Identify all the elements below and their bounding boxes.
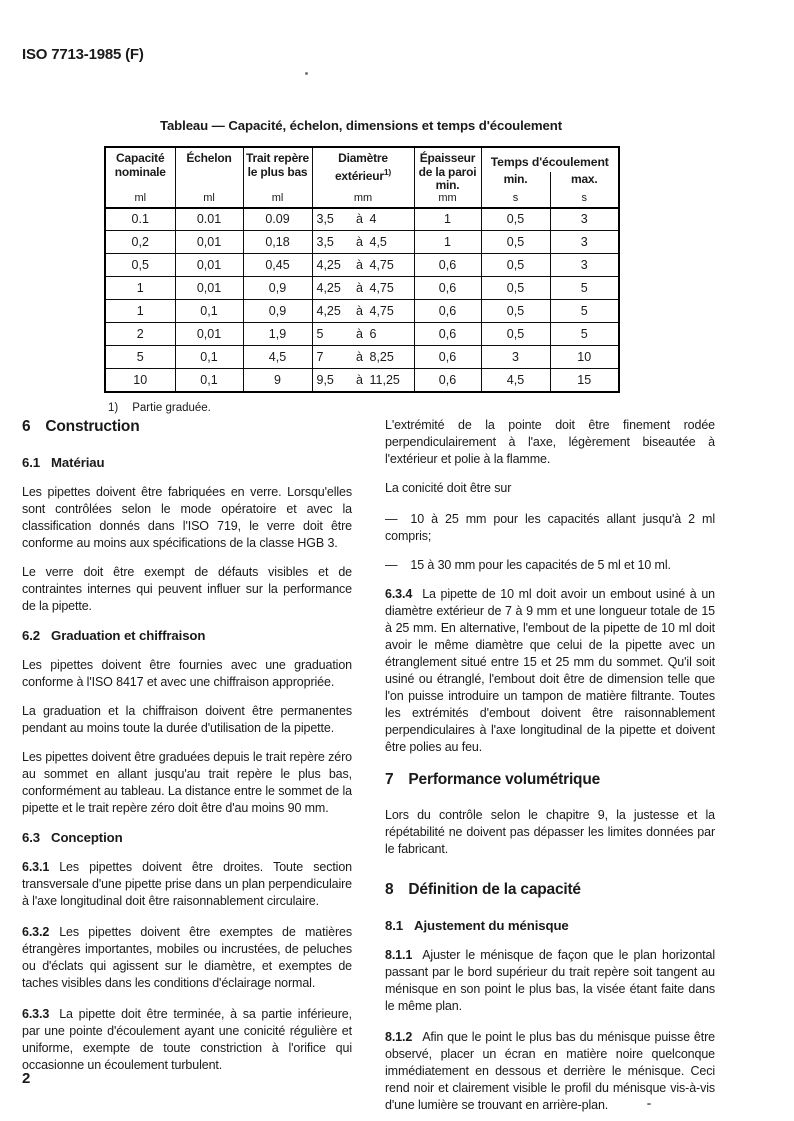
table-cell: 2	[105, 323, 175, 346]
column-unit: s	[581, 191, 587, 204]
paragraph: La graduation et la chiffraison doivent être permanentes pendant au moins toute la durée d'utilisation de la pipette.	[22, 704, 352, 735]
left-column	[22, 417, 352, 1121]
range-word: à	[356, 304, 363, 318]
dash-item: — 15 à 30 mm pour les capacités de 5 ml et 10 ml.	[385, 558, 671, 572]
table-cell: 0,1	[175, 346, 243, 369]
clause-6-3-1: 6.3.1 Les pipettes doivent être droites. Toute section transversale d'une pipette prise dans un plan perpendiculaire à l'axe longitudinal doit être raisonnablement circulaire.	[22, 860, 353, 908]
table-cell: 0,5	[105, 254, 175, 277]
table-cell: 3	[550, 208, 619, 231]
table-cell: 0,9	[243, 277, 312, 300]
paragraph: Les pipettes doivent être fabriquées en verre. Lorsqu'elles sont contrôlées selon le mode opératoire et avec la classification donnés dans l'ISO 719, le verre doit être conforme au moins aux spécifications de la classe HGB 3.	[22, 485, 352, 550]
range-to: 4,75	[369, 258, 394, 272]
section-heading-8: 8 Définition de la capacité	[385, 881, 581, 898]
column-unit: ml	[203, 191, 215, 204]
column-header	[105, 147, 175, 208]
range-from: 9,5	[316, 372, 334, 387]
column-header	[243, 147, 312, 208]
table-cell: 3	[481, 346, 550, 369]
footnote-marker: 1)	[108, 401, 119, 414]
table-row	[105, 254, 619, 277]
dash-icon: —	[385, 558, 398, 572]
table-cell	[312, 231, 414, 254]
table-row	[105, 323, 619, 346]
table-cell: 0,45	[243, 254, 312, 277]
column-unit: mm	[438, 191, 457, 204]
footnote-text: Partie graduée.	[132, 401, 211, 414]
range-word: à	[356, 281, 363, 295]
table-cell	[312, 277, 414, 300]
column-subheader	[481, 172, 550, 207]
range-to: 11,25	[369, 372, 400, 387]
table-cell: 3	[550, 254, 619, 277]
column-header-content	[313, 148, 414, 207]
table-cell: 15	[550, 369, 619, 392]
table-cell: 4,5	[243, 346, 312, 369]
page-number: 2	[22, 1070, 31, 1087]
clause-8-1-1: 8.1.1 Ajuster le ménisque de façon que le plan horizontal passant par le bord supérieur du trait repère soit tangent au ménisque en son point le plus bas, la visée étant faite dans le même plan.	[385, 948, 715, 1013]
table-cell: 1	[105, 300, 175, 323]
range-from: 3,5	[316, 212, 334, 227]
table-cell: 0,5	[481, 254, 550, 277]
table-cell: 0.1	[105, 208, 175, 231]
column-group-header: Temps d'écoulement	[481, 147, 619, 172]
paragraph: Les pipettes doivent être graduées depuis le trait repère zéro au sommet en allant jusqu'au trait repère le plus bas, conformément au tableau. La distance entre le sommet de la pipette et le trait repère zéro doit être d'au moins 90 mm.	[22, 750, 352, 815]
content-columns	[22, 417, 716, 1121]
column-subheader	[550, 172, 619, 207]
table-cell: 0,6	[414, 346, 481, 369]
column-name: max.	[570, 172, 598, 187]
column-name: Échelon	[186, 151, 232, 165]
column-header	[175, 147, 243, 208]
paragraph: Le verre doit être exempt de défauts visibles et de contraintes internes qui peuvent influer sur la performance de la pipette.	[22, 565, 352, 613]
clause-8-1-2: 8.1.2 Afin que le point le plus bas du ménisque puisse être observé, placer un écran en matière noire quelconque immédiatement en dessous et derrière le ménisque. Ceci rend noir et clairement visible le profil du ménisque vis-à-vis d'une lumière se trouvant en arrière-plan.	[385, 1030, 715, 1112]
capacity-spec-table	[104, 146, 620, 393]
table-row	[105, 231, 619, 254]
table-cell: 5	[550, 277, 619, 300]
column-name: Diamètre extérieur$^{1)}$	[334, 151, 392, 183]
table-cell: 0,6	[414, 254, 481, 277]
table-row	[105, 300, 619, 323]
table-cell: 0,2	[105, 231, 175, 254]
table-cell: 0,5	[481, 231, 550, 254]
table-cell: 0,1	[175, 300, 243, 323]
range-to: 4,75	[369, 304, 394, 318]
table-cell	[312, 208, 414, 231]
range-from: 4,25	[316, 304, 341, 318]
section-heading-7: 7 Performance volumétrique	[385, 771, 601, 788]
range-to: 6	[369, 327, 377, 341]
range-word: à	[356, 258, 363, 272]
table-cell: 0,6	[414, 277, 481, 300]
section-heading-6-3: 6.3 Conception	[22, 830, 123, 845]
column-header	[312, 147, 414, 208]
range-to: 4	[369, 212, 377, 227]
table-cell: 0,01	[175, 231, 243, 254]
table-cell: 10	[105, 369, 175, 392]
table-row	[105, 369, 619, 392]
column-name: Épaisseur de la paroi min.	[418, 151, 477, 192]
dash-icon: —	[385, 512, 398, 526]
table-cell: 5	[550, 323, 619, 346]
table-cell: 5	[550, 300, 619, 323]
paragraph: L'extrémité de la pointe doit être finement rodée perpendiculairement à l'axe, légèrement biseautée à l'extérieur et polie à la flamme.	[385, 418, 715, 466]
table-cell: 0,01	[175, 323, 243, 346]
table-cell: 1	[414, 208, 481, 231]
range-word: à	[356, 327, 363, 341]
range-word: à	[356, 372, 363, 387]
clause-6-3-4: 6.3.4 La pipette de 10 ml doit avoir un embout usiné à un diamètre extérieur de 7 à 9 mm et une longueur totale de 15 à 25 mm. En alternative, l'embout de la pipette de 10 ml doit avoir le même diamètre que celui de la pipette avec un étranglement situé entre 15 et 25 mm du sommet. Qu'il soit usiné ou étranglé, l'embout doit être de dimension telle que l'on puisse introduire un tampon de matière filtrante. Toutes les extrémités d'embout doivent être raisonnablement perpendiculaires à l'axe longitudinal de la pipette et doivent être polies au feu.	[385, 587, 715, 754]
table-cell	[312, 369, 414, 392]
table-cell: 3	[550, 231, 619, 254]
table-cell	[312, 346, 414, 369]
table-body	[105, 208, 619, 392]
table-cell: 0,9	[243, 300, 312, 323]
table-cell: 10	[550, 346, 619, 369]
table-cell: 0,6	[414, 369, 481, 392]
clause-6-3-2: 6.3.2 Les pipettes doivent être exemptes de matières étrangères importantes, mobiles ou incrustées, de peluches ou d'éclats qui agissent sur le diamètre, et exemptes de taches visibles dans les conditions d'éclairage normal.	[22, 925, 352, 990]
range-from: 4,25	[316, 258, 341, 272]
right-column	[385, 417, 715, 1121]
column-name: min.	[503, 172, 528, 187]
table-cell	[312, 300, 414, 323]
scan-speck	[305, 72, 308, 75]
table-cell	[312, 323, 414, 346]
table-cell: 0,01	[175, 254, 243, 277]
table-cell: 0.09	[243, 208, 312, 231]
section-heading-6-2: 6.2 Graduation et chiffraison	[22, 628, 206, 643]
range-word: à	[356, 212, 363, 227]
table-row	[105, 208, 619, 231]
table-header	[105, 147, 619, 208]
range-word: à	[356, 350, 363, 364]
section-heading-8-1: 8.1 Ajustement du ménisque	[385, 918, 569, 933]
section-heading-6-1: 6.1 Matériau	[22, 455, 105, 470]
column-header	[414, 147, 481, 208]
table-row	[105, 277, 619, 300]
dash-item: — 10 à 25 mm pour les capacités allant jusqu'à 2 ml compris;	[385, 512, 715, 543]
table-block	[104, 118, 618, 414]
document-reference: ISO 7713-1985 (F)	[22, 46, 144, 63]
range-from: 7	[316, 350, 324, 364]
table-cell: 0,5	[481, 277, 550, 300]
range-to: 8,25	[369, 350, 394, 364]
column-header-content	[106, 148, 175, 207]
footnote-ref: 1)	[383, 166, 392, 177]
range-to: 4,75	[369, 281, 394, 295]
column-unit: ml	[271, 191, 284, 204]
column-header-content	[482, 172, 550, 206]
table-cell: 0,5	[481, 300, 550, 323]
table-cell: 5	[105, 346, 175, 369]
table-cell: 1	[414, 231, 481, 254]
column-header-content	[551, 172, 619, 206]
range-word: à	[356, 235, 363, 249]
column-header-content	[244, 148, 312, 207]
table-row	[105, 346, 619, 369]
table-cell: 1,9	[243, 323, 312, 346]
paragraph: La conicité doit être sur	[385, 481, 512, 495]
table-cell: 0,1	[175, 369, 243, 392]
table-cell: 0.01	[175, 208, 243, 231]
table-cell: 1	[105, 277, 175, 300]
table-cell: 0,18	[243, 231, 312, 254]
table-title: Tableau — Capacité, échelon, dimensions et temps d'écoulement	[159, 118, 563, 133]
column-unit: ml	[134, 191, 147, 204]
table-cell: 0,6	[414, 323, 481, 346]
table-cell: 0,5	[481, 208, 550, 231]
table-cell: 0,01	[175, 277, 243, 300]
table-cell: 4,5	[481, 369, 550, 392]
column-unit: s	[512, 191, 519, 204]
paragraph: Lors du contrôle selon le chapitre 9, la justesse et la répétabilité ne doivent pas dépasser les limites données par le fabricant.	[385, 808, 715, 856]
clause-6-3-3: 6.3.3 La pipette doit être terminée, à sa partie inférieure, par une pointe d'écoulement ayant une conicité régulière et uniforme, exempte de toute constriction à l'orifice qui occasionne un écoulement turbulent.	[22, 1007, 352, 1072]
section-heading-6: 6 Construction	[22, 418, 140, 435]
column-name: Capacité nominale	[114, 151, 166, 179]
table-cell	[312, 254, 414, 277]
column-unit: mm	[353, 191, 373, 204]
range-from: 5	[316, 327, 324, 341]
range-from: 3,5	[316, 235, 334, 249]
table-footnote	[104, 402, 618, 414]
table-cell: 0,6	[414, 300, 481, 323]
range-from: 4,25	[316, 281, 341, 295]
range-to: 4,5	[369, 235, 387, 249]
column-header-content	[176, 148, 243, 207]
table-cell: 9	[243, 369, 312, 392]
column-name: Trait repère le plus bas	[246, 151, 309, 179]
paragraph: Les pipettes doivent être fournies avec une graduation conforme à l'ISO 8417 et avec une chiffraison appropriée.	[22, 658, 352, 689]
column-header-content	[415, 148, 481, 207]
table-cell: 0,5	[481, 323, 550, 346]
